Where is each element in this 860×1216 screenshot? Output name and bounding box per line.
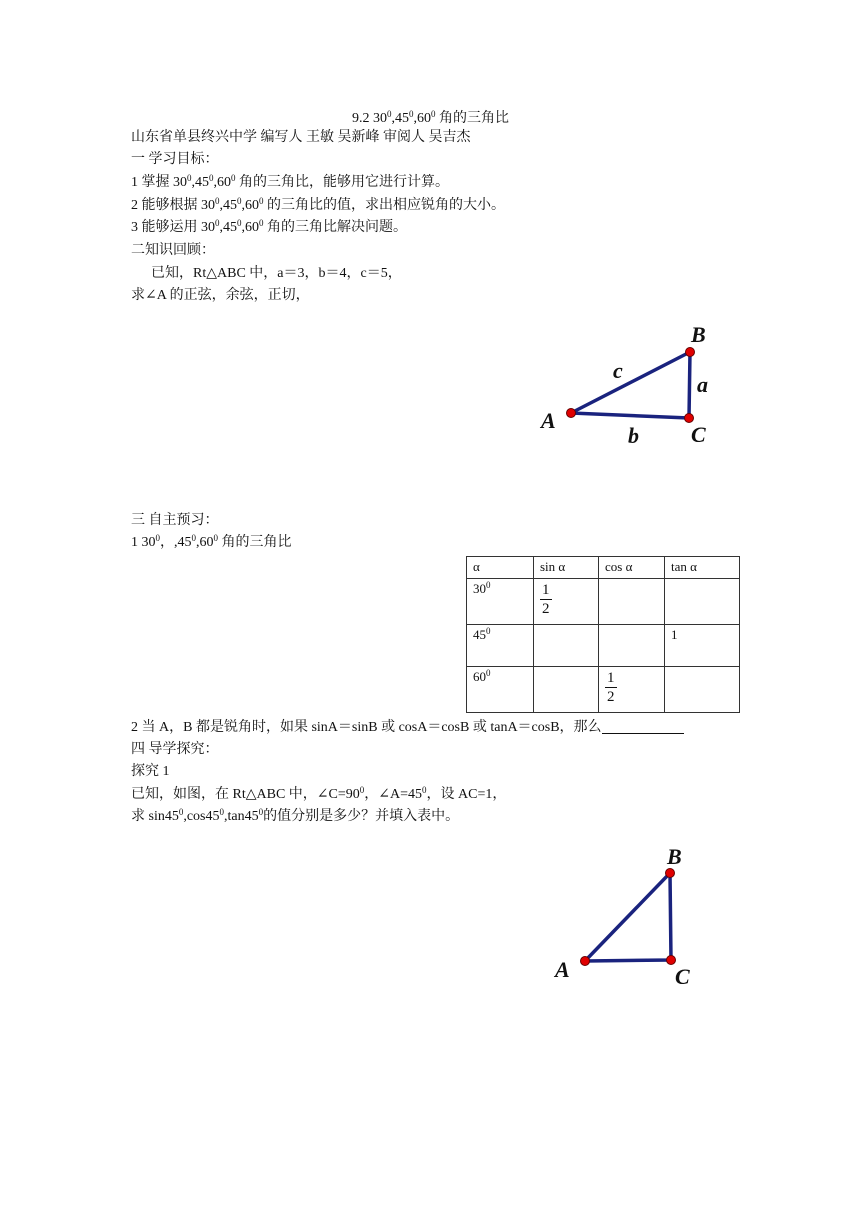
vertex-b: [686, 348, 695, 357]
table-row: [467, 579, 740, 625]
label-b: B: [691, 322, 706, 347]
header-tan: tan α: [665, 557, 740, 579]
angle-cell: $45^0$: [467, 625, 534, 667]
fraction: $\frac{1}{2}$: [607, 670, 615, 705]
trig-ratio-table: [466, 556, 740, 713]
vertex-b: [666, 869, 675, 878]
goal-item-2: 2 能够根据 $30^0,45^0,60^0$ 的三角比的值，求出相应锐角的大小。: [131, 196, 505, 213]
triangle-2: [553, 844, 690, 989]
tan-cell[interactable]: [665, 579, 740, 625]
table-header-row: [467, 557, 740, 579]
goal-item-3: 3 能够运用 $30^0,45^0,60^0$ 角的三角比解决问题。: [131, 218, 407, 235]
label-a: A: [555, 957, 570, 982]
vertex-a: [581, 957, 590, 966]
label-a: A: [541, 408, 556, 433]
sin-cell[interactable]: [534, 625, 599, 667]
angle-cell: $30^0$: [467, 579, 534, 625]
tan-cell: 1: [665, 625, 740, 667]
vertex-a: [567, 409, 576, 418]
preview-item-1: 1 $30^0$，$,45^0,60^0$ 角的三角比: [131, 533, 292, 550]
table-row: [467, 667, 740, 713]
cos-cell[interactable]: [599, 579, 665, 625]
exploration-question: 求 $\sin 45^0,\cos 45^0,\tan 45^0$的值分别是多少？并填入表中。: [131, 807, 460, 824]
section3-heading: 三 自主预习：: [131, 513, 219, 528]
side-c-label: c: [613, 358, 623, 383]
section2-heading: 二知识回顾：: [131, 243, 215, 258]
table-row: [467, 625, 740, 667]
label-b: B: [667, 844, 682, 869]
page-title: 9.2 $30^0,45^0,60^0$ 角的三角比: [352, 109, 509, 126]
cos-cell[interactable]: [599, 625, 665, 667]
author-line: 山东省单县终兴中学 编写人 王敏 吴新峰 审阅人 吴吉杰: [131, 130, 471, 145]
cos-cell: [599, 667, 665, 713]
goal-item-1: 1 掌握 $30^0,45^0,60^0$ 角的三角比，能够用它进行计算。: [131, 173, 449, 190]
sin-cell: [534, 579, 599, 625]
section4-heading: 四 导学探究：: [131, 742, 219, 757]
preview-item-2: 2 当 A，B 都是锐角时，如果 sinA＝sinB 或 cosA＝cosB 或 tanA＝cosB，那么: [131, 719, 684, 737]
header-alpha: α: [467, 557, 534, 579]
angle-cell: $60^0$: [467, 667, 534, 713]
fraction: $\frac{1}{2}$: [542, 582, 550, 617]
tan-cell[interactable]: [665, 667, 740, 713]
triangle-1: [539, 322, 708, 448]
label-c: C: [675, 964, 690, 989]
review-question: 求∠A 的正弦，余弦，正切，: [131, 288, 310, 303]
exploration-title: 探究 1: [131, 764, 170, 779]
sin-cell[interactable]: [534, 667, 599, 713]
review-given: 已知，Rt△ABC 中，a＝3，b＝4，c＝5，: [151, 266, 402, 281]
exploration-given: 已知，如图，在 Rt△ABC 中，$\angle C=90^0$，$\angle A=45^0$，设 AC=1，: [131, 785, 507, 802]
side-b-label: b: [628, 423, 639, 448]
answer-blank[interactable]: [602, 719, 684, 734]
label-c: C: [691, 422, 706, 447]
header-sin: sin α: [534, 557, 599, 579]
section1-heading: 一 学习目标：: [131, 152, 219, 167]
side-a-label: a: [697, 372, 708, 397]
header-cos: cos α: [599, 557, 665, 579]
